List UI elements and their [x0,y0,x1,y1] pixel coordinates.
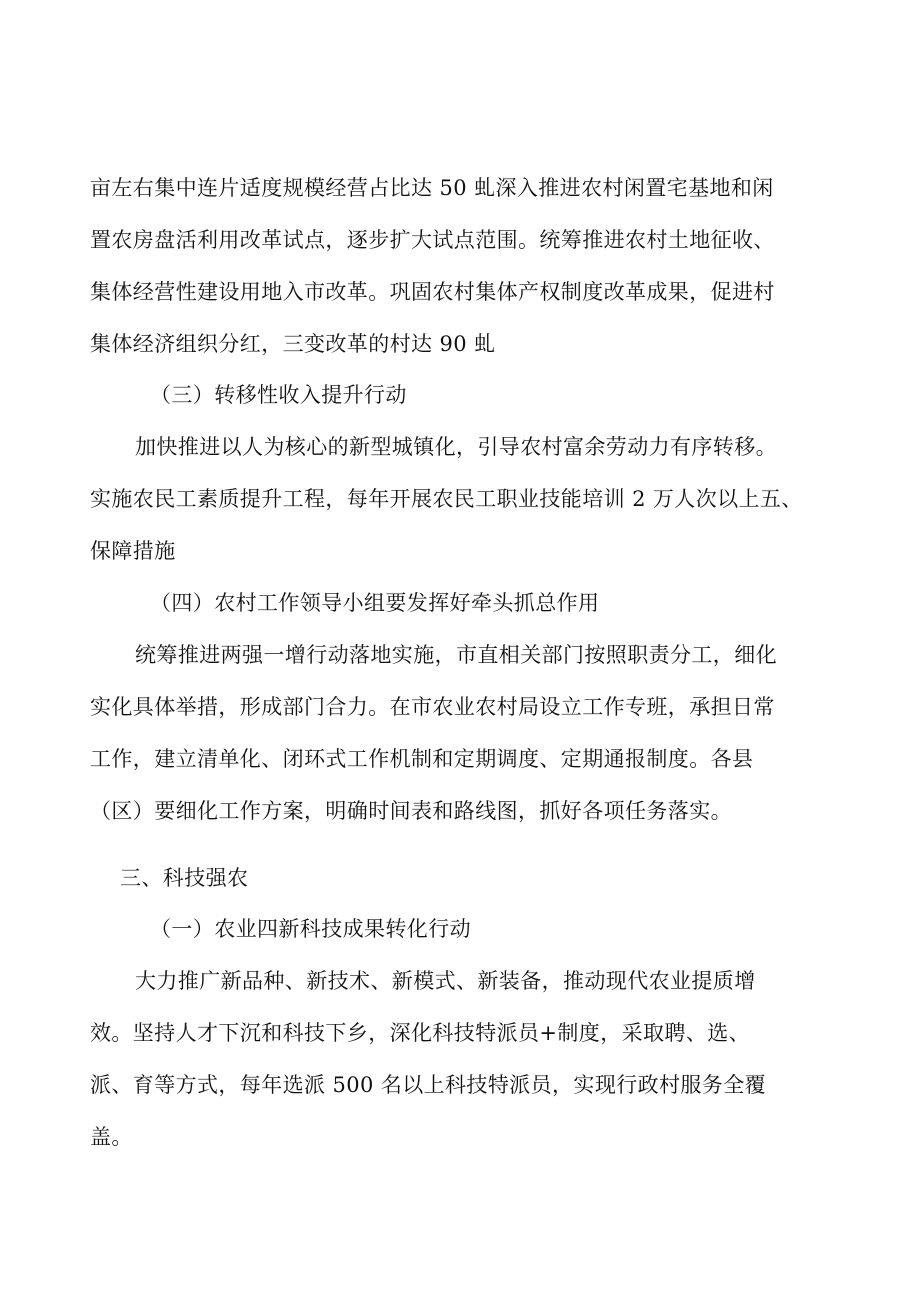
body-text-line: 集体经济组织分红，三变改革的村达 90 虬 [90,332,496,356]
body-text-line: 亩左右集中连片适度规模经营占比达 50 虬深入推进农村闲置宅基地和闲 [90,176,774,200]
body-text-line: 盖。 [90,1125,133,1149]
body-text-line: 保障措施 [90,539,176,563]
subsection-heading: （一）农业四新科技成果转化行动 [150,917,471,941]
body-text-line: 大力推广新品种、新技术、新模式、新装备，推动现代农业提质增 [135,969,756,993]
body-text-line: 派、育等方式，每年选派 500 名以上科技特派员，实现行政村服务全覆 [90,1073,767,1097]
subsection-heading: （三）转移性收入提升行动 [150,383,407,407]
body-text-line: 统筹推进两强一增行动落地实施，市直相关部门按照职责分工，细化 [135,643,777,667]
body-text-line: 工作，建立清单化、闭环式工作机制和定期调度、定期通报制度。各县 [90,747,754,771]
body-text-line: 加快推进以人为核心的新型城镇化，引导农村富余劳动力有序转移。 [135,435,777,459]
section-heading: 三、科技强农 [120,866,249,890]
subsection-heading: （四）农村工作领导小组要发挥好牵头抓总作用 [150,591,600,615]
body-text-line: 实施农民工素质提升工程，每年开展农民工职业技能培训 2 万人次以上五、 [90,487,803,511]
body-text-line: 实化具体举措，形成部门合力。在市农业农村局设立工作专班，承担日常 [90,695,775,719]
body-text-line: 集体经营性建设用地入市改革。巩固农村集体产权制度改革成果，促进村 [90,280,775,304]
body-text-line: 置农房盘活利用改革试点，逐步扩大试点范围。统筹推进农村土地征收、 [90,228,775,252]
body-text-line: 效。坚持人才下沉和科技下乡，深化科技特派员+制度，采取聘、选、 [90,1021,750,1045]
body-text-line: （区）要细化工作方案，明确时间表和路线图，抓好各项任务落实。 [90,799,732,823]
